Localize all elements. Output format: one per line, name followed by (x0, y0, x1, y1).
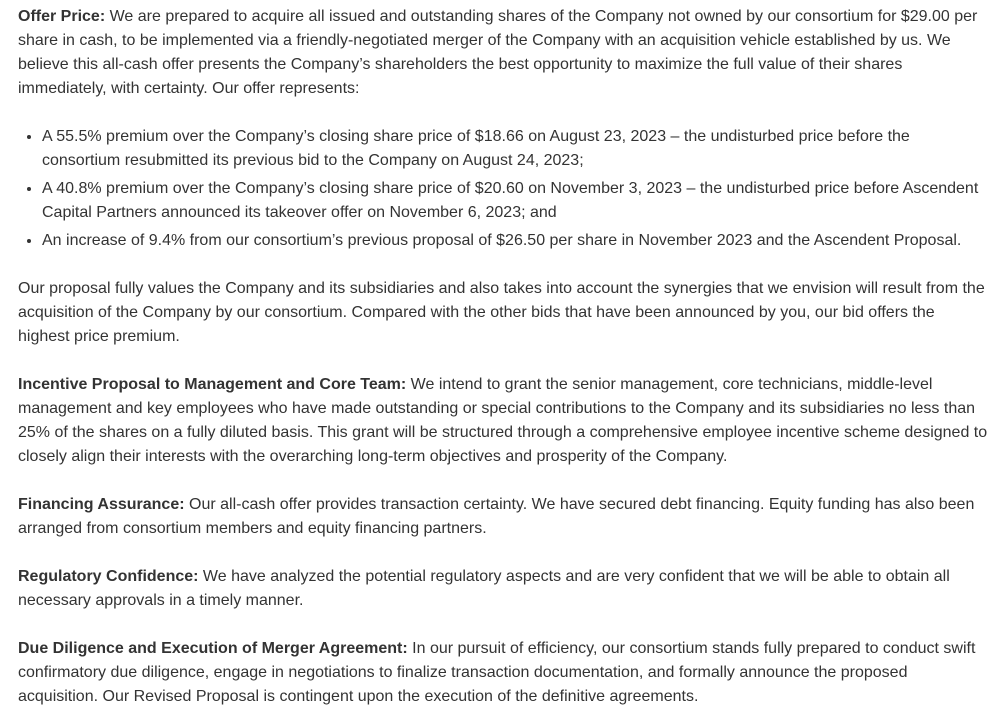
due-diligence-body: In our pursuit of efficiency, our consortium stands fully prepared to conduct swift confirmatory due diligence, engage in negotiations to finalize transaction documentation, and formally announce the proposed acquisition. Our Revised Proposal is contingent upon the execution of the definitive agreements. (18, 640, 976, 705)
offer-premium-list (18, 125, 988, 253)
incentive-body: We intend to grant the senior management, core technicians, middle-level management and key employees who have made outstanding or special contributions to the Company and its subsidiaries no less than 25% of the shares on a fully diluted basis. This grant will be structured through a comprehensive employee incentive scheme designed to closely align their interests with the overarching long-term objectives and prosperity of the Company. (18, 376, 988, 465)
list-item: • An increase of 9.4% from our consortium’s previous proposal of $26.50 per share in November 2023 and the Ascendent Proposal. (42, 229, 988, 253)
list-item: • A 40.8% premium over the Company’s closing share price of $20.60 on November 3, 2023 – the undisturbed price before Ascendent Capital Partners announced its takeover offer on November 6, 2023; and (42, 177, 988, 225)
financing-heading: Financing Assurance: (18, 496, 185, 513)
regulatory-body: We have analyzed the potential regulatory aspects and are very confident that we will be able to obtain all necessary approvals in a timely manner. (18, 568, 950, 609)
valuation-paragraph: Our proposal fully values the Company and its subsidiaries and also takes into account the synergies that we envision will result from the acquisition of the Company by our consortium. Compared with the other bids that have been announced by you, our bid offers the highest price premium. (18, 280, 985, 345)
due-diligence-heading: Due Diligence and Execution of Merger Agreement: (18, 640, 408, 657)
due-diligence-paragraph (18, 637, 988, 709)
regulatory-heading: Regulatory Confidence: (18, 568, 199, 585)
offer-price-body: We are prepared to acquire all issued and outstanding shares of the Company not owned by our consortium for $29.00 per share in cash, to be implemented via a friendly-negotiated merger of the Company with an acquisition vehicle established by us. We believe this all-cash offer presents the Company’s shareholders the best opportunity to maximize the full value of their shares immediately, with certainty. Our offer represents: (18, 8, 978, 97)
financing-paragraph (18, 493, 988, 541)
list-item: • A 55.5% premium over the Company’s closing share price of $18.66 on August 23, 2023 – the undisturbed price before the consortium resubmitted its previous bid to the Company on August 24, 2023; (42, 125, 988, 173)
offer-price-heading: Offer Price: (18, 8, 106, 25)
regulatory-paragraph (18, 565, 988, 613)
incentive-paragraph (18, 373, 988, 469)
financing-body: Our all-cash offer provides transaction certainty. We have secured debt financing. Equity funding has also been arranged from consortium members and equity financing partners. (18, 496, 975, 537)
offer-price-paragraph (18, 5, 988, 101)
incentive-heading: Incentive Proposal to Management and Core Team: (18, 376, 407, 393)
